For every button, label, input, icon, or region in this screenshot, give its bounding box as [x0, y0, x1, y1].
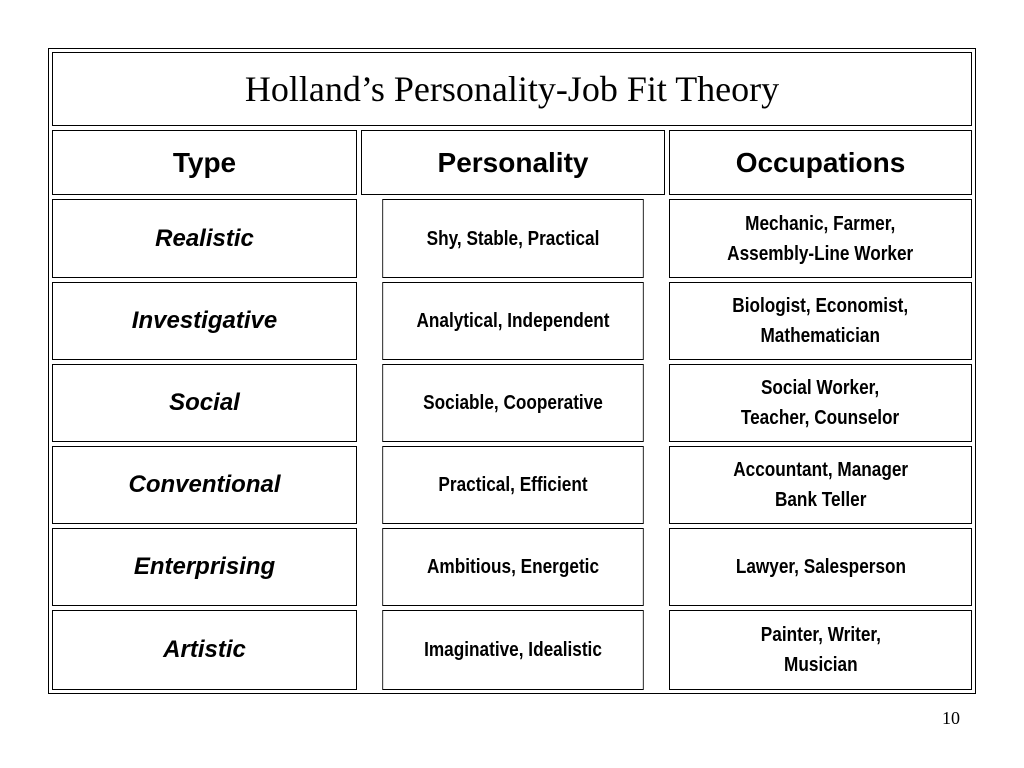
personality-cell: Imaginative, Idealistic: [382, 610, 643, 690]
occupations-cell: [669, 446, 972, 524]
type-cell: Investigative: [52, 282, 357, 360]
table-row: [52, 282, 972, 360]
occupations-text: Biologist, Economist, Mathematician: [732, 295, 909, 347]
occupations-text: Painter, Writer, Musician: [760, 624, 881, 676]
occupations-text: Mechanic, Farmer, Assembly-Line Worker: [727, 212, 914, 265]
page-number: 10: [942, 708, 960, 728]
table-row: [52, 199, 972, 278]
header-personality: Personality: [361, 130, 665, 195]
type-cell: Artistic: [52, 610, 357, 690]
table-frame: [48, 48, 976, 694]
table-row: [52, 528, 972, 606]
type-cell: Conventional: [52, 446, 357, 524]
table-row: [52, 446, 972, 524]
table-header-row: [52, 130, 972, 195]
occupations-cell: [669, 364, 972, 442]
occupations-cell: [669, 610, 972, 690]
header-occupations: Occupations: [669, 130, 972, 195]
type-cell: Enterprising: [52, 528, 357, 606]
personality-cell: Shy, Stable, Practical: [382, 199, 643, 278]
personality-cell: Sociable, Cooperative: [382, 364, 643, 442]
occupations-cell: [669, 282, 972, 360]
occupations-cell: [669, 528, 972, 606]
personality-cell: Analytical, Independent: [382, 282, 643, 360]
type-cell: Social: [52, 364, 357, 442]
table-row: [52, 364, 972, 442]
personality-cell: Practical, Efficient: [382, 446, 643, 524]
occupations-text: Accountant, Manager Bank Teller: [733, 459, 908, 511]
occupations-text: Social Worker, Teacher, Counselor: [741, 377, 900, 429]
table-row: [52, 610, 972, 690]
type-cell: Realistic: [52, 199, 357, 278]
header-type: Type: [52, 130, 357, 195]
occupations-text: Lawyer, Salesperson: [735, 556, 906, 578]
slide-title: Holland’s Personality-Job Fit Theory: [52, 52, 972, 126]
occupations-cell: [669, 199, 972, 278]
personality-cell: Ambitious, Energetic: [382, 528, 643, 606]
personality-table: [52, 130, 972, 690]
